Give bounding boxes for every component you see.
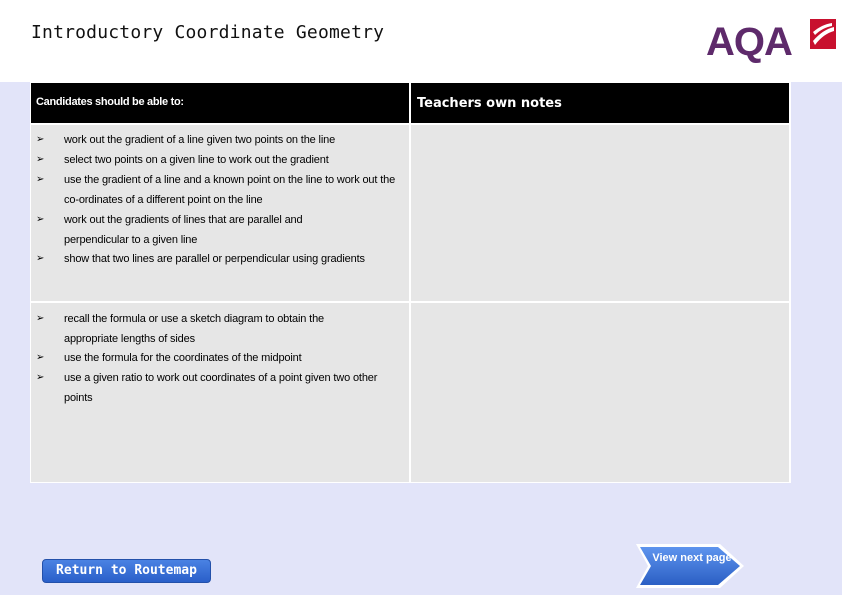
bullet-arrow-icon: ➢ — [36, 174, 45, 185]
list-item-text: use a given ratio to work out coordinates of a point given two other points — [64, 372, 378, 404]
list-item-text: select two points on a given line to work out the gradient — [64, 154, 329, 166]
bullet-arrow-icon: ➢ — [36, 214, 45, 225]
bullet-arrow-icon: ➢ — [36, 313, 45, 324]
page-title: Introductory Coordinate Geometry — [31, 22, 385, 43]
list-item-text: show that two lines are parallel or perpendicular using gradients — [64, 253, 365, 265]
list-item-text: use the formula for the coordinates of the midpoint — [64, 352, 302, 364]
header-band — [0, 0, 842, 82]
list-item-text: work out the gradient of a line given two points on the line — [64, 134, 336, 146]
bullet-arrow-icon: ➢ — [36, 154, 45, 165]
aqa-logo — [706, 17, 836, 67]
bullet-arrow-icon: ➢ — [36, 352, 45, 363]
objectives-cell-1 — [31, 125, 409, 301]
view-next-page-button[interactable] — [634, 542, 746, 590]
next-arrow-icon — [634, 542, 746, 590]
list-item-text: work out the gradients of lines that are parallel and perpendicular to a given line — [64, 214, 303, 246]
objectives-table — [30, 82, 791, 483]
return-to-routemap-button[interactable]: Return to Routemap — [42, 559, 211, 583]
logo-text: AQA — [706, 20, 792, 64]
notes-cell-2[interactable] — [411, 303, 789, 482]
column-header-notes: Teachers own notes — [417, 96, 562, 111]
list-item-text: recall the formula or use a sketch diagram to obtain the appropriate lengths of sides — [64, 313, 325, 345]
bullet-arrow-icon: ➢ — [36, 253, 45, 264]
logo-mark-icon — [810, 19, 836, 49]
notes-cell-1[interactable] — [411, 125, 789, 301]
objectives-cell-2 — [31, 303, 409, 482]
header-cell-notes — [411, 83, 789, 123]
view-next-page-label: View next page — [652, 552, 732, 564]
list-item-text: use the gradient of a line and a known point on the line to work out the co-ordinates of a different point on the line — [64, 174, 396, 206]
bullet-arrow-icon: ➢ — [36, 134, 45, 145]
column-header-candidates: Candidates should be able to: — [36, 96, 184, 108]
bullet-arrow-icon: ➢ — [36, 372, 45, 383]
header-cell-candidates — [31, 83, 409, 123]
